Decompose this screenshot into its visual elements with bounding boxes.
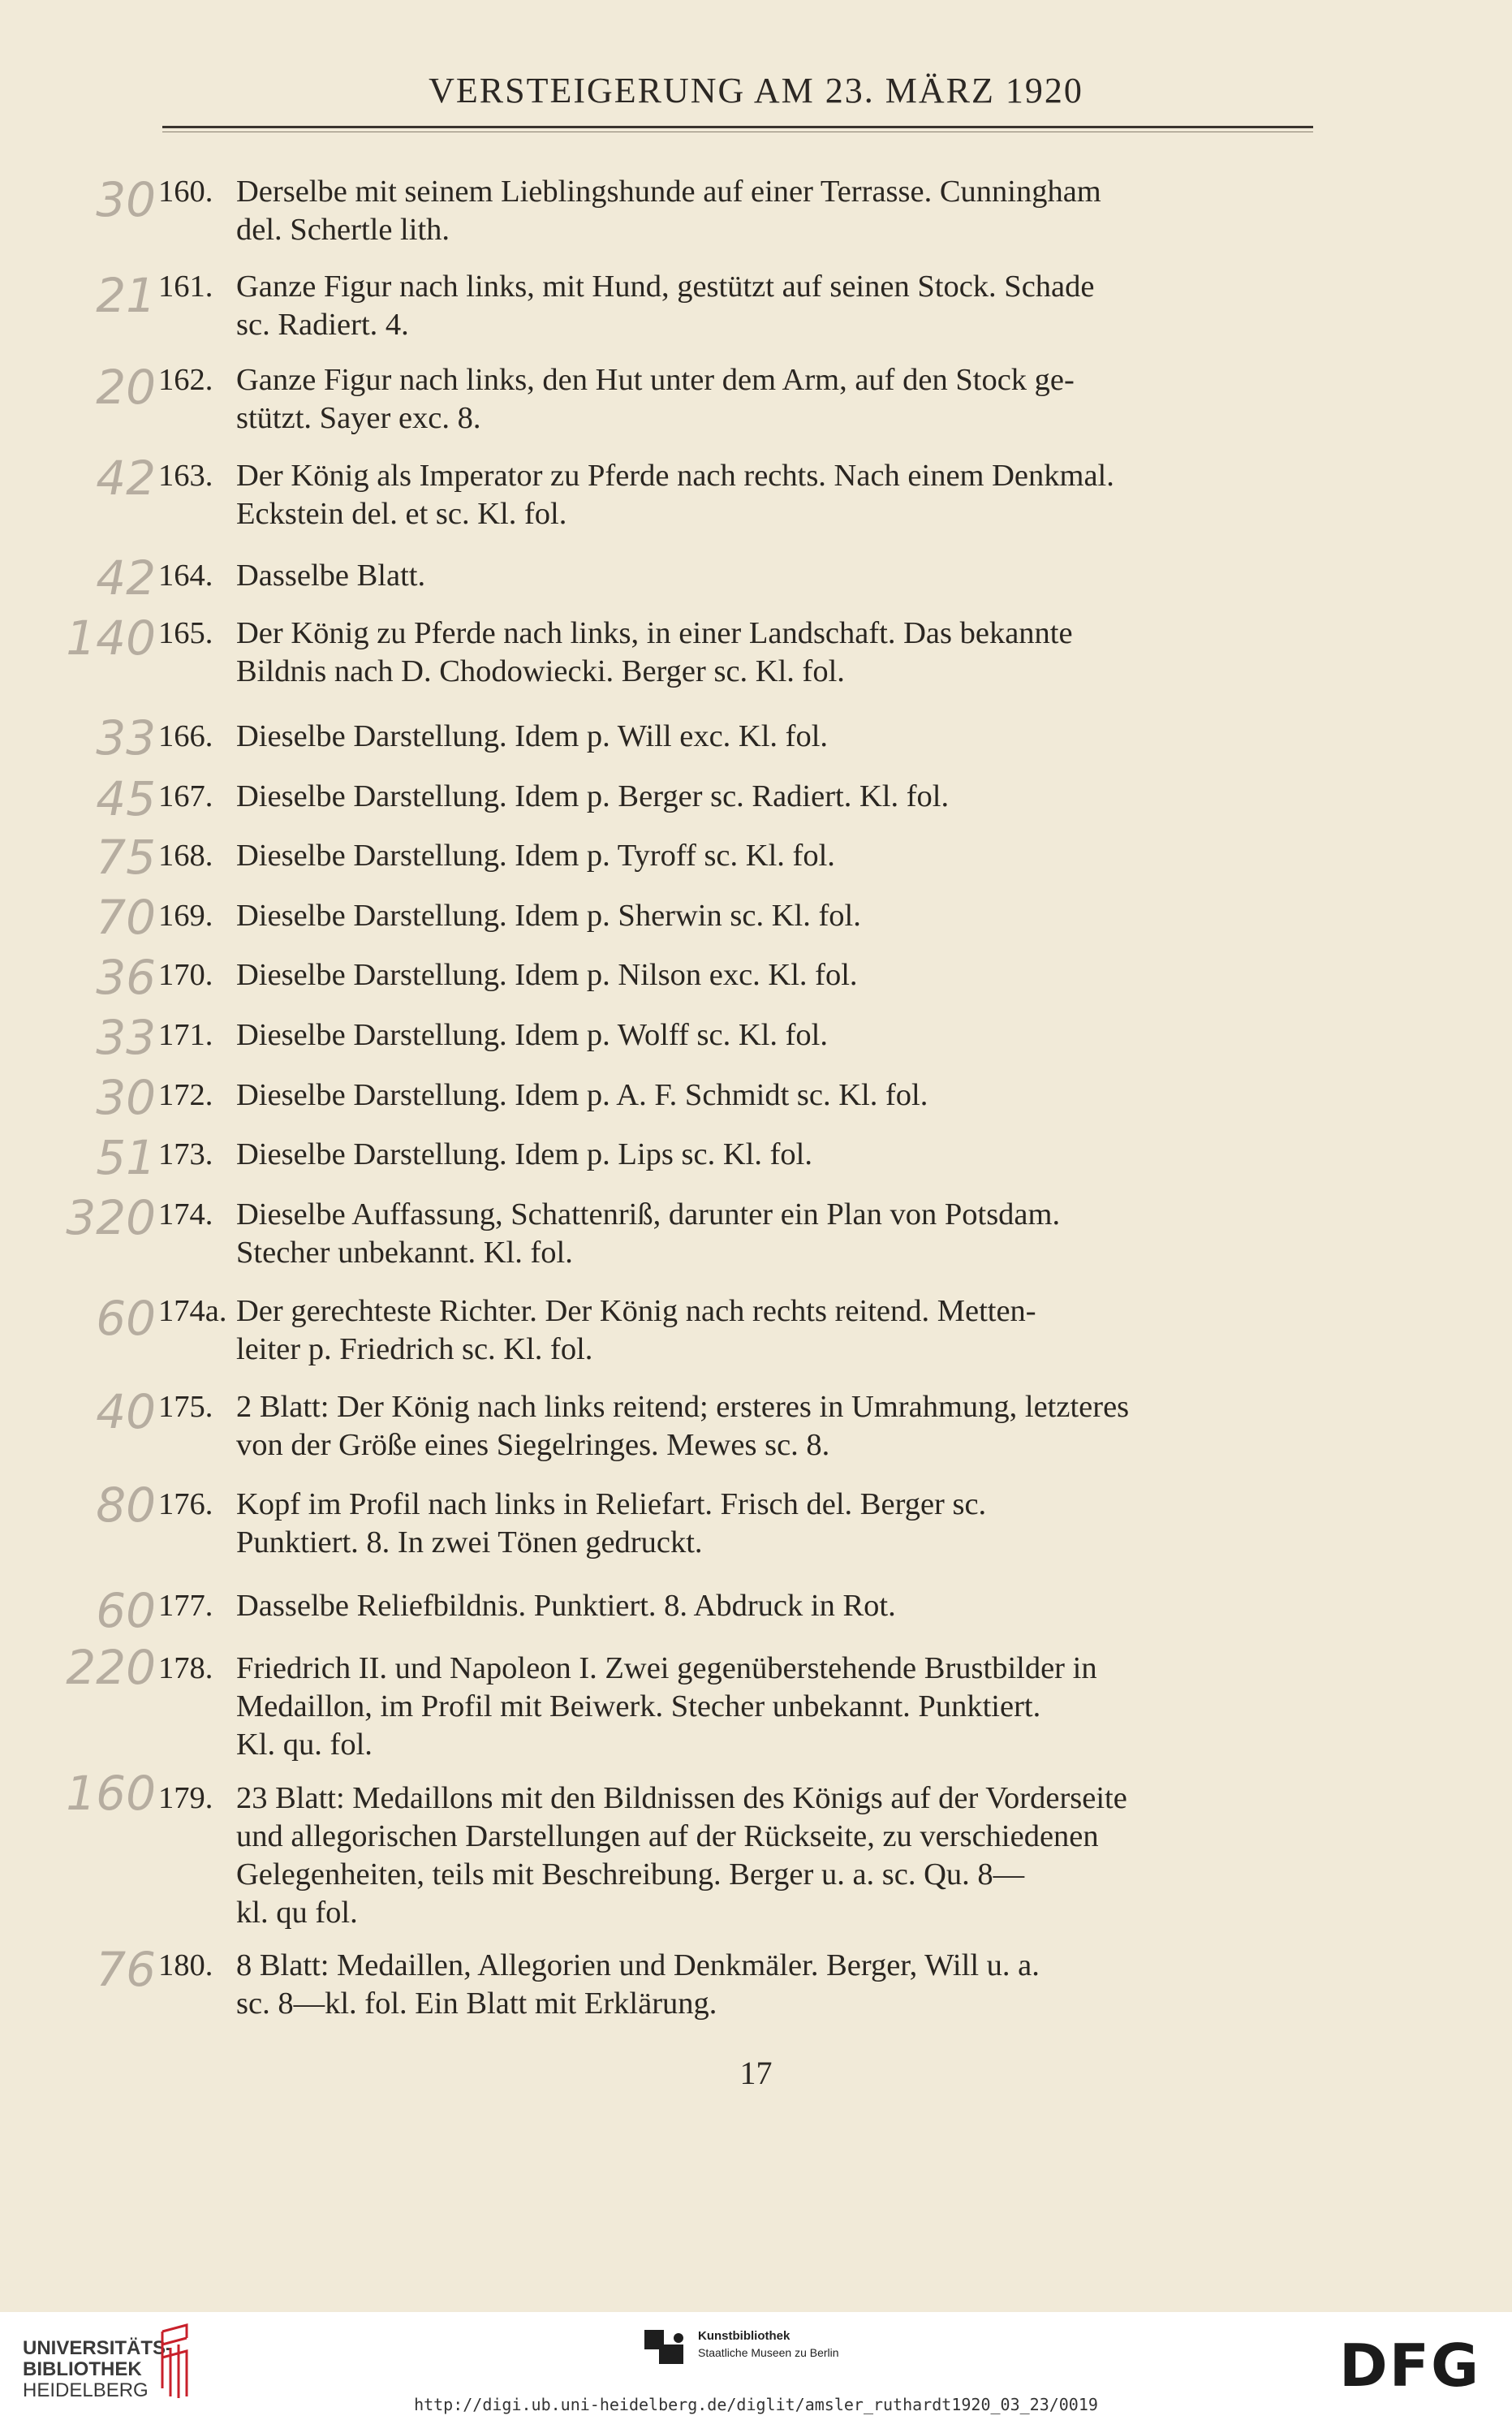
permalink-url[interactable]: http://digi.ub.uni-heidelberg.de/diglit/amsler_ruthardt1920_03_23/0019: [414, 2395, 1098, 2414]
entry-number: 180.: [158, 1948, 213, 1982]
entry-line: Dasselbe Blatt.: [236, 559, 426, 593]
entry-line: Dieselbe Darstellung. Idem p. Will exc. Kl. fol.: [236, 719, 829, 753]
entry-number: 176.: [158, 1487, 213, 1521]
catalog-entry-168: [158, 837, 1327, 875]
catalog-entry-174: [158, 1196, 1327, 1272]
catalog-entry-180: [158, 1947, 1327, 2023]
pencil-price: 42: [96, 451, 156, 506]
pencil-price: 51: [96, 1130, 156, 1185]
entry-number: 164.: [158, 559, 213, 593]
pencil-price: 42: [96, 550, 156, 606]
entry-line: Ganze Figur nach links, den Hut unter dem Arm, auf den Stock ge-: [236, 363, 1075, 397]
entry-line: Dieselbe Darstellung. Idem p. A. F. Schmidt sc. Kl. fol.: [236, 1078, 928, 1112]
entry-line: Dieselbe Darstellung. Idem p. Sherwin sc. Kl. fol.: [236, 899, 861, 933]
entry-number: 172.: [158, 1078, 213, 1112]
entry-line: Punktiert. 8. In zwei Tönen gedruckt.: [236, 1525, 703, 1559]
entry-line: von der Größe eines Siegelringes. Mewes sc. 8.: [236, 1428, 830, 1462]
entry-line: Derselbe mit seinem Lieblingshunde auf einer Terrasse. Cunningham: [236, 175, 1101, 209]
pencil-price: 45: [96, 771, 156, 826]
entry-line: Der gerechteste Richter. Der König nach rechts reitend. Metten-: [236, 1294, 1036, 1328]
pencil-price: 21: [96, 268, 156, 323]
entry-line: 23 Blatt: Medaillons mit den Bildnissen des Königs auf der Vorderseite: [236, 1781, 1127, 1815]
pencil-price: 76: [96, 1942, 156, 1997]
kb-line1: Kunstbibliothek: [698, 2329, 790, 2343]
entry-number: 173.: [158, 1137, 213, 1171]
entry-number: 168.: [158, 839, 213, 873]
entry-line: Medaillon, im Profil mit Beiwerk. Stecher unbekannt. Punktiert.: [236, 1689, 1041, 1723]
pencil-price: 20: [96, 360, 156, 415]
pencil-price: 30: [96, 172, 156, 227]
entry-number: 167.: [158, 779, 213, 813]
entry-line: Dieselbe Darstellung. Idem p. Lips sc. Kl. fol.: [236, 1137, 812, 1171]
kb-line2: Staatliche Museen zu Berlin: [698, 2346, 839, 2359]
catalog-entry-163: [158, 457, 1327, 533]
pencil-price: 36: [96, 950, 156, 1005]
catalog-entry-167: [158, 778, 1327, 816]
entry-number: 163.: [158, 459, 213, 493]
entry-line: leiter p. Friedrich sc. Kl. fol.: [236, 1332, 593, 1366]
entry-number: 160.: [158, 175, 213, 209]
entry-line: Ganze Figur nach links, mit Hund, gestützt auf seinen Stock. Schade: [236, 270, 1095, 304]
entry-line: kl. qu fol.: [236, 1896, 358, 1930]
catalog-entry-161: [158, 268, 1327, 344]
entry-line: del. Schertle lith.: [236, 213, 450, 247]
catalog-entry-177: [158, 1587, 1327, 1625]
running-head: VERSTEIGERUNG AM 23. MÄRZ 1920: [429, 71, 1083, 110]
ub-logo-line2: BIBLIOTHEK: [23, 2358, 142, 2380]
entry-line: sc. 8—kl. fol. Ein Blatt mit Erklärung.: [236, 1986, 717, 2021]
entry-line: 8 Blatt: Medaillen, Allegorien und Denkmäler. Berger, Will u. a.: [236, 1948, 1040, 1982]
catalog-entry-166: [158, 718, 1327, 756]
catalog-entry-176: [158, 1486, 1327, 1562]
ub-logo-line1: UNIVERSITÄTS-: [23, 2337, 173, 2359]
entry-line: 2 Blatt: Der König nach links reitend; ersteres in Umrahmung, letzteres: [236, 1390, 1130, 1424]
entry-number: 177.: [158, 1589, 213, 1623]
catalog-entry-175: [158, 1388, 1327, 1465]
entry-number: 170.: [158, 958, 213, 992]
entry-line: Gelegenheiten, teils mit Beschreibung. Berger u. a. sc. Qu. 8—: [236, 1857, 1025, 1892]
entry-line: Friedrich II. und Napoleon I. Zwei gegenüberstehende Brustbilder in: [236, 1651, 1097, 1685]
pencil-price: 320: [66, 1190, 156, 1245]
catalog-entry-179: [158, 1779, 1327, 1932]
entry-line: stützt. Sayer exc. 8.: [236, 401, 481, 435]
entry-line: Dieselbe Darstellung. Idem p. Nilson exc. Kl. fol.: [236, 958, 858, 992]
entry-line: Kopf im Profil nach links in Reliefart. Frisch del. Berger sc.: [236, 1487, 987, 1521]
entry-line: Der König als Imperator zu Pferde nach rechts. Nach einem Denkmal.: [236, 459, 1114, 493]
pencil-price: 40: [96, 1384, 156, 1439]
ub-heidelberg-logo[interactable]: [23, 2338, 172, 2401]
ub-logo-line3: HEIDELBERG: [23, 2379, 149, 2401]
catalog-entry-160: [158, 173, 1327, 249]
entry-line: Der König zu Pferde nach links, in einer Landschaft. Das bekannte: [236, 616, 1073, 650]
entry-number: 174.: [158, 1197, 213, 1232]
pencil-price: 33: [96, 710, 156, 766]
entry-line: Dieselbe Darstellung. Idem p. Tyroff sc. Kl. fol.: [236, 839, 835, 873]
entry-line: und allegorischen Darstellungen auf der Rückseite, zu verschiedenen: [236, 1819, 1099, 1853]
entry-number: 174a.: [158, 1294, 227, 1328]
pencil-price: 60: [96, 1583, 156, 1638]
entry-line: Dieselbe Darstellung. Idem p. Wolff sc. Kl. fol.: [236, 1018, 828, 1052]
entry-number: 165.: [158, 616, 213, 650]
pencil-price: 75: [96, 830, 156, 885]
catalog-entry-162: [158, 361, 1327, 438]
catalog-entry-172: [158, 1076, 1327, 1115]
entry-line: Dieselbe Auffassung, Schattenriß, darunter ein Plan von Potsdam.: [236, 1197, 1061, 1232]
catalog-entry-178: [158, 1650, 1327, 1764]
catalog-entry-171: [158, 1016, 1327, 1055]
catalog-entry-174a: [158, 1292, 1327, 1369]
entry-number: 162.: [158, 363, 213, 397]
ub-heidelberg-mark-icon: [154, 2323, 203, 2401]
pencil-price: 160: [66, 1766, 156, 1821]
page-number: 17: [739, 2055, 773, 2091]
pencil-price: 33: [96, 1010, 156, 1065]
catalog-entry-170: [158, 956, 1327, 994]
pencil-price: 80: [96, 1477, 156, 1533]
pencil-price: 30: [96, 1070, 156, 1125]
entry-number: 178.: [158, 1651, 213, 1685]
catalog-entry-173: [158, 1136, 1327, 1174]
entry-line: sc. Radiert. 4.: [236, 308, 409, 342]
header-rule: [162, 126, 1313, 128]
entry-line: Stecher unbekannt. Kl. fol.: [236, 1236, 573, 1270]
entry-line: Dieselbe Darstellung. Idem p. Berger sc. Radiert. Kl. fol.: [236, 779, 950, 813]
entry-number: 161.: [158, 270, 213, 304]
entry-line: Dasselbe Reliefbildnis. Punktiert. 8. Abdruck in Rot.: [236, 1589, 896, 1623]
kunstbibliothek-mark-icon: [643, 2328, 690, 2367]
entry-number: 175.: [158, 1390, 213, 1424]
entry-line: Bildnis nach D. Chodowiecki. Berger sc. Kl. fol.: [236, 654, 845, 688]
entry-line: Kl. qu. fol.: [236, 1728, 373, 1762]
pencil-price: 140: [66, 610, 156, 666]
catalog-entry-164: [158, 557, 1327, 595]
kunstbibliothek-logo[interactable]: [698, 2328, 839, 2361]
pencil-price: 70: [96, 890, 156, 945]
entry-number: 169.: [158, 899, 213, 933]
entry-number: 171.: [158, 1018, 213, 1052]
catalog-entry-169: [158, 897, 1327, 935]
entry-number: 179.: [158, 1781, 213, 1815]
pencil-price: 220: [66, 1640, 156, 1695]
entry-number: 166.: [158, 719, 213, 753]
entry-line: Eckstein del. et sc. Kl. fol.: [236, 497, 567, 531]
pencil-price: 60: [96, 1291, 156, 1346]
dfg-logo[interactable]: DFG: [1339, 2332, 1481, 2400]
catalog-entry-165: [158, 615, 1327, 691]
